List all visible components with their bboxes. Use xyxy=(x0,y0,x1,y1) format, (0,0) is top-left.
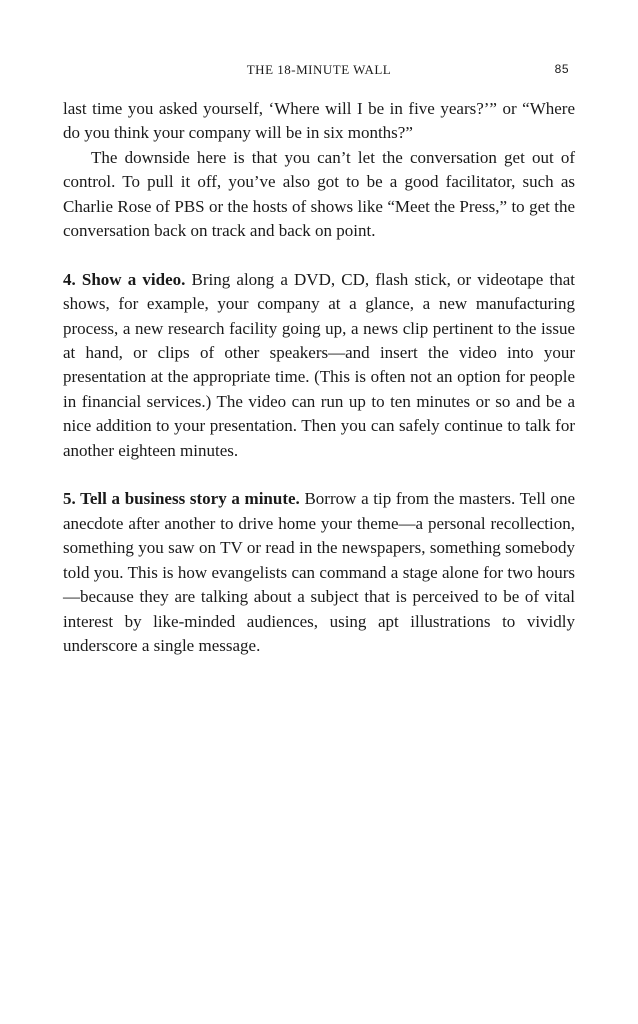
paragraph-continued: last time you asked yourself, ‘Where will I be in five years?’” or “Where do you think your company will be in six months?” xyxy=(63,99,575,143)
page-number: 85 xyxy=(554,62,569,76)
paragraph-business-story xyxy=(63,487,575,658)
body-text xyxy=(63,97,575,658)
section-body-show-video: Bring along a DVD, CD, flash stick, or videotape that shows, for example, your company at a glance, a new manufacturing process, a new research facility going up, a news clip pertinent to the issue at hand, or clips of other speakers—and insert the video into your presentation at the appropriate time. (This is often not an option for people in financial services.) The video can run up to ten minutes or so and be a nice addition to your presentation. Then you can safely continue to talk for another eighteen minutes. xyxy=(63,269,575,460)
section-lead-show-video: 4. Show a video. xyxy=(63,269,186,289)
paragraph-downside: The downside here is that you can’t let the conversation get out of control. To pull it off, you’ve also got to be a good facilitator, such as Charlie Rose of PBS or the hosts of shows like “Meet the Press,” to get the conversation back on track and back on point. xyxy=(63,147,575,241)
section-body-business-story: Borrow a tip from the masters. Tell one anecdote after another to drive home your theme—a personal recollection, something you saw on TV or read in the newspapers, something somebody told you. This is how evangelists can command a stage alone for two hours—because they are talking about a subject that is perceived to be of vital interest by like-minded audiences, using apt illustrations to vividly underscore a single message. xyxy=(63,489,576,655)
paragraph-show-video xyxy=(63,268,575,463)
section-lead-business-story: 5. Tell a business story a minute. xyxy=(63,489,300,509)
running-head xyxy=(63,62,575,80)
running-title: THE 18-MINUTE WALL xyxy=(246,62,392,77)
